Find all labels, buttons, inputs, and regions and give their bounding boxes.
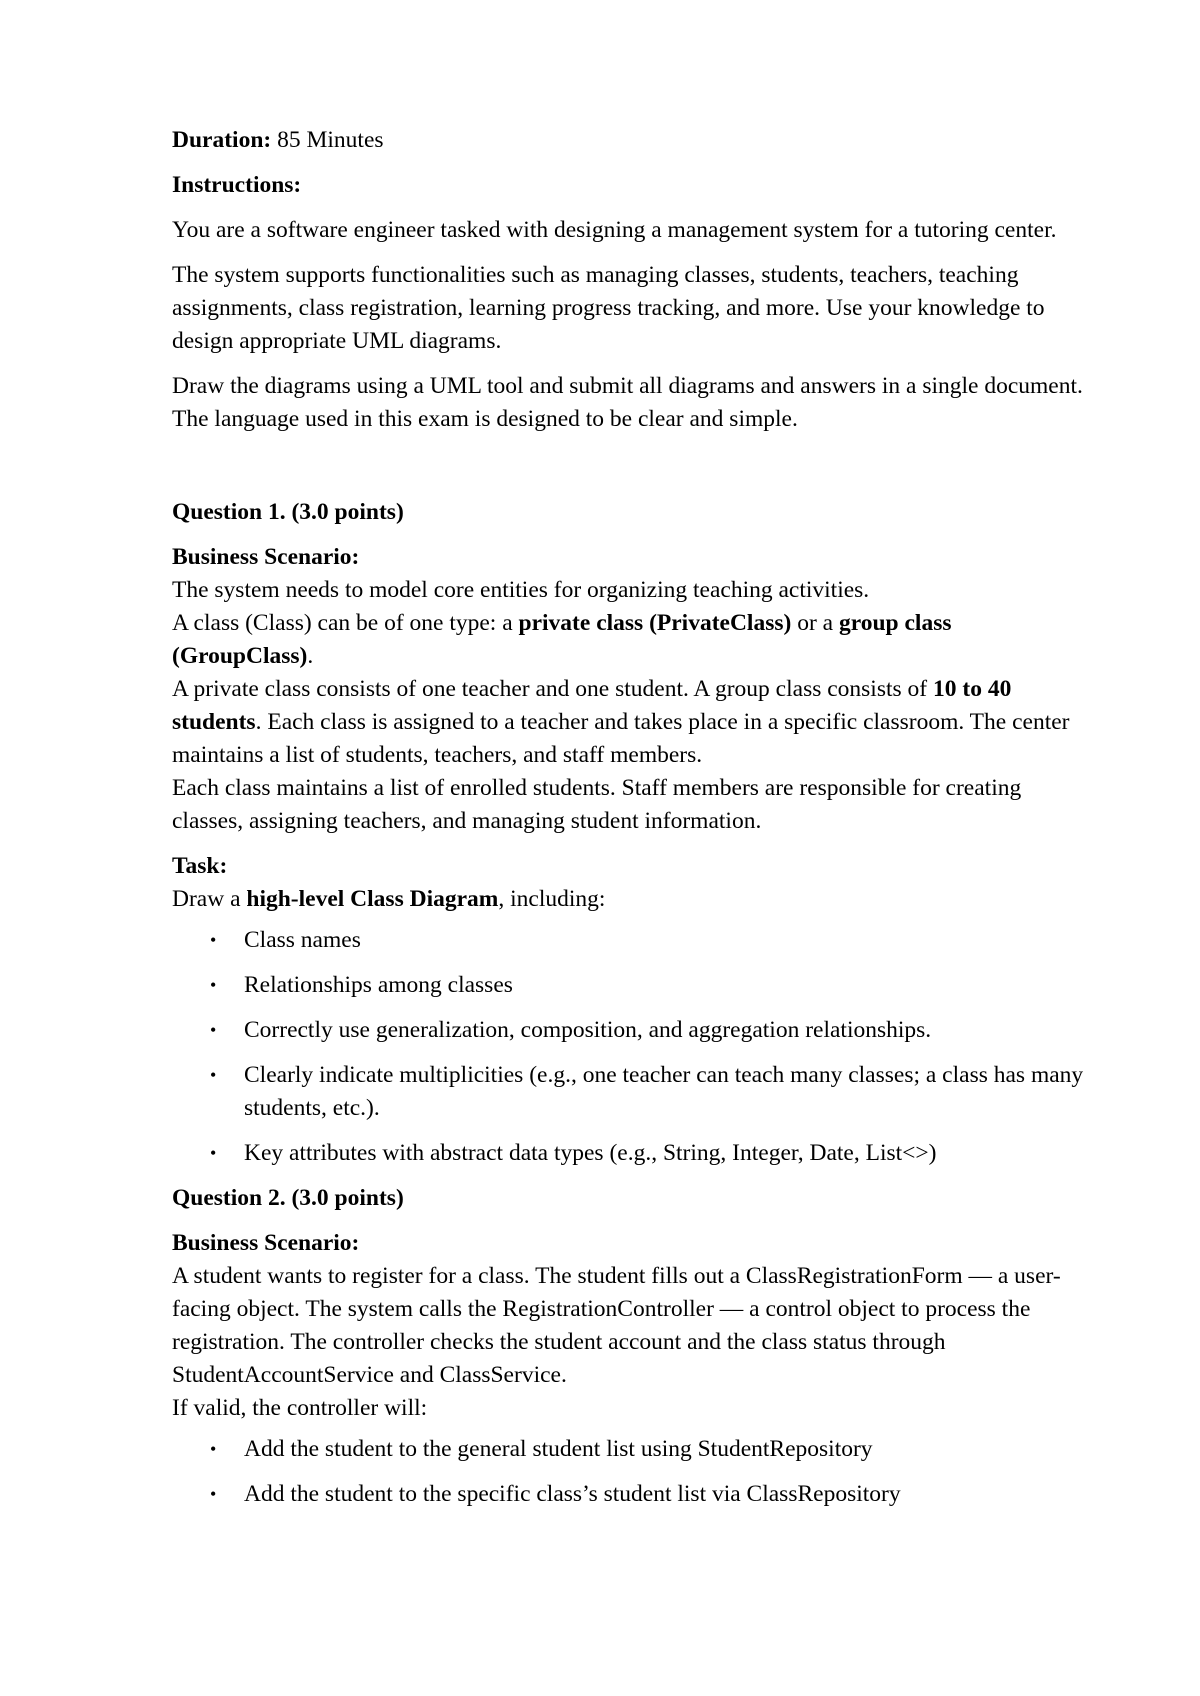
list-item-text: Add the student to the specific class’s student list via ClassRepository: [244, 1481, 901, 1507]
list-item: [172, 1433, 1092, 1466]
list-item-text: Class names: [244, 927, 361, 953]
list-item-text: Clearly indicate multiplicities (e.g., one teacher can teach many classes; a class has many students, etc.).: [244, 1062, 1084, 1121]
bullet-icon: •: [210, 1065, 217, 1085]
list-item-text: Key attributes with abstract data types (e.g., String, Integer, Date, List<>): [244, 1140, 937, 1166]
list-item: [172, 1059, 1092, 1125]
bullet-icon: •: [210, 1020, 217, 1040]
list-item-text: Correctly use generalization, composition, and aggregation relationships.: [244, 1017, 932, 1043]
instructions-heading: Instructions:: [172, 172, 302, 198]
q1-s2-private-class: private class (PrivateClass): [518, 610, 792, 636]
question-2-title: Question 2. (3.0 points): [172, 1185, 404, 1211]
bullet-icon: •: [210, 1439, 217, 1459]
list-item: [172, 924, 1092, 957]
q1-s3-student-range: 10 to 40 students: [172, 676, 1012, 735]
q1-s2-part-a: A class (Class) can be of one type: a: [172, 610, 519, 636]
q1-task-line: [172, 883, 1092, 916]
q1-s3-part-a: A private class consists of one teacher and one student. A group class consists of: [172, 676, 933, 702]
q1-task-bullet-list: [172, 924, 1092, 1170]
q1-s2-part-e: .: [307, 643, 314, 669]
duration-label: Duration:: [172, 127, 272, 153]
q1-scenario-line-4: Each class maintains a list of enrolled students. Staff members are responsible for creating classes, assigning teachers, and managing student information.: [172, 775, 1022, 834]
q1-scenario-line-2: [172, 607, 1092, 673]
bullet-icon: •: [210, 1484, 217, 1504]
list-item: [172, 969, 1092, 1002]
bullet-icon: •: [210, 930, 217, 950]
intro-paragraph-1: You are a software engineer tasked with designing a management system for a tutoring center.: [172, 217, 1057, 243]
q1-task-part-a: Draw a: [172, 886, 247, 912]
list-item: [172, 1478, 1092, 1511]
intro-paragraph-2: The system supports functionalities such as managing classes, students, teachers, teaching assignments, class registration, learning progress tracking, and more. Use your knowledge to design appropriate UML diagrams.: [172, 262, 1045, 354]
duration-value: 85 Minutes: [271, 127, 384, 153]
list-item: [172, 1014, 1092, 1047]
q2-action-bullet-list: [172, 1433, 1092, 1511]
document-page: [172, 124, 1092, 1523]
q2-scenario-heading: Business Scenario:: [172, 1230, 360, 1256]
bullet-icon: •: [210, 1143, 217, 1163]
q1-scenario-line-3: [172, 673, 1092, 772]
q1-task-heading: Task:: [172, 853, 228, 879]
q1-task-class-diagram: high-level Class Diagram: [246, 886, 499, 912]
section-spacer: [172, 448, 1092, 496]
list-item: [172, 1137, 1092, 1170]
q1-scenario-line-1: The system needs to model core entities for organizing teaching activities.: [172, 577, 870, 603]
q1-s2-part-c: or a: [791, 610, 839, 636]
q1-task-part-c: , including:: [498, 886, 606, 912]
q1-s3-part-c: . Each class is assigned to a teacher and takes place in a specific classroom. The center maintains a list of students, teachers, and staff members.: [172, 709, 1070, 768]
intro-paragraph-3: Draw the diagrams using a UML tool and submit all diagrams and answers in a single document. The language used in this exam is designed to be clear and simple.: [172, 373, 1083, 432]
bullet-icon: •: [210, 975, 217, 995]
question-1-title: Question 1. (3.0 points): [172, 499, 404, 525]
q1-s2-group-class: group class (GroupClass): [172, 610, 952, 669]
q2-scenario-condition: If valid, the controller will:: [172, 1395, 428, 1421]
list-item-text: Relationships among classes: [244, 972, 513, 998]
q1-scenario-heading: Business Scenario:: [172, 544, 360, 570]
list-item-text: Add the student to the general student list using StudentRepository: [244, 1436, 873, 1462]
duration-line: [172, 124, 1092, 157]
q2-scenario-paragraph: A student wants to register for a class. The student fills out a ClassRegistrationForm — a user-facing object. The system calls the RegistrationController — a control object to process the registration. The controller checks the student account and the class status through StudentAccountService and ClassService.: [172, 1263, 1061, 1388]
